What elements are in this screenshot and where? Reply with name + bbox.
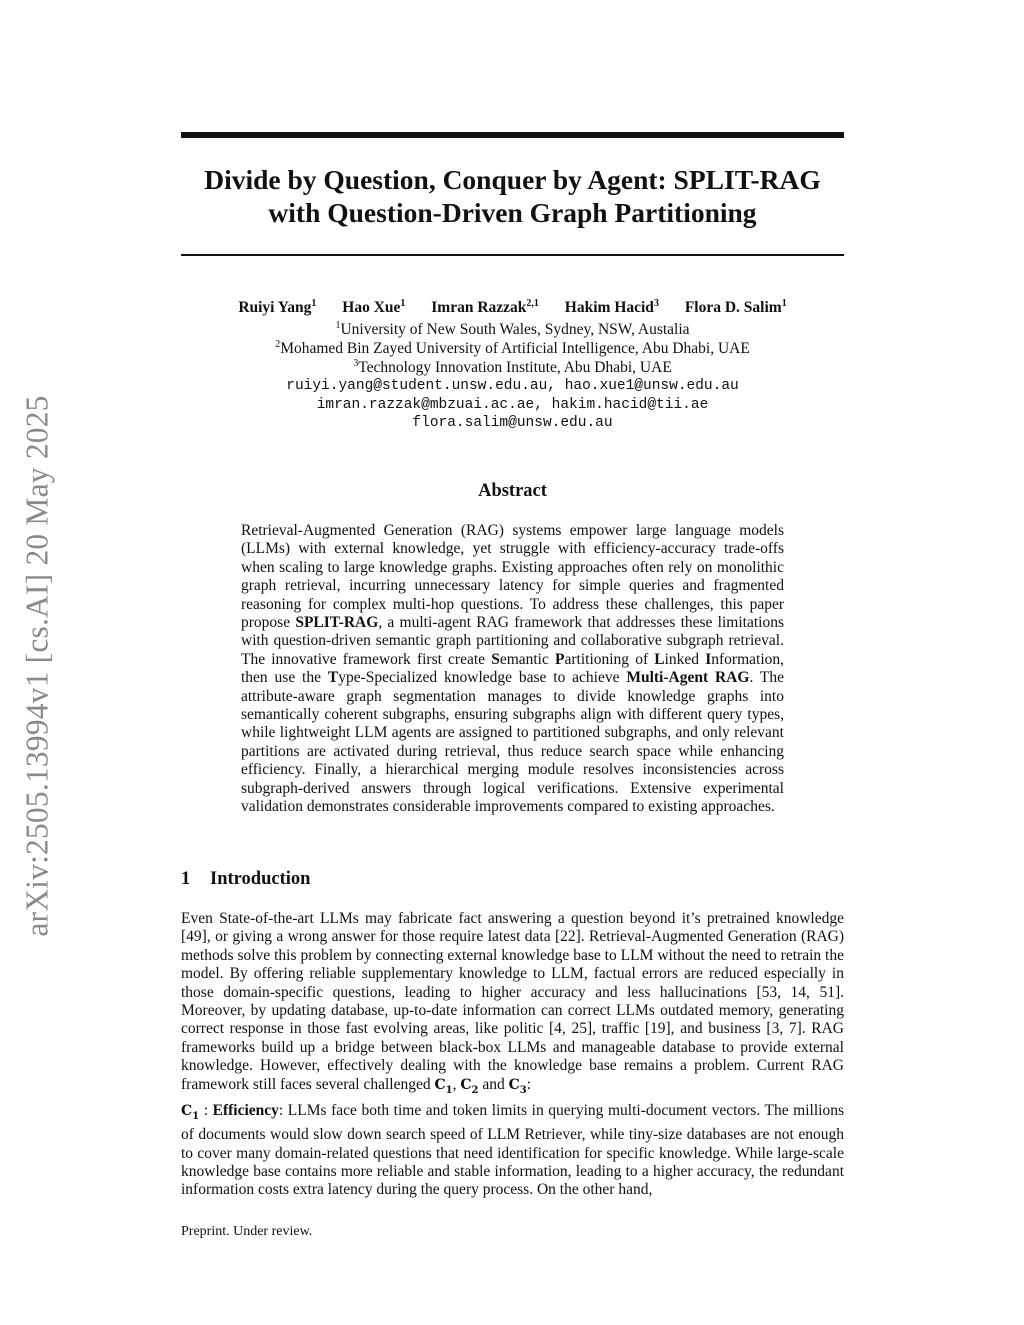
author: Hao Xue$^1$: [342, 297, 406, 316]
challenge-c1-label: $C_1$: [181, 1103, 200, 1122]
title-line-1: Divide by Question, Conquer by Agent: SPLIT-RAG: [204, 164, 821, 195]
footer-note: Preprint. Under review.: [181, 1224, 313, 1239]
email-line: ruiyi.yang@student.unsw.edu.au, hao.xue1@unsw.edu.au: [286, 378, 739, 394]
affiliation: $^1$University of New South Wales, Sydney, NSW, Austalia: [335, 319, 690, 338]
title-top-rule: [181, 132, 844, 138]
title-bottom-rule: [181, 254, 844, 256]
section-heading-introduction: 1 Introduction: [181, 869, 311, 889]
challenge-c3: $C_3$: [508, 1076, 527, 1096]
abstract-heading: Abstract: [478, 481, 547, 501]
arxiv-identifier: arXiv:2505.13994v1 [cs.AI] 20 May 2025: [20, 395, 55, 937]
author: Ruiyi Yang$^1$: [238, 297, 317, 316]
paper-title: [181, 163, 844, 229]
author: Flora D. Salim$^1$: [684, 297, 787, 316]
author-list: [181, 298, 844, 317]
challenge-c2: $C_2$: [460, 1076, 479, 1096]
abstract-text: Retrieval-Augmented Generation (RAG) systems empower large language models (LLMs) with external knowledge, yet struggle with efficiency-accuracy trade-offs when scaling to large knowledge graphs. Existing approaches often rely on monolithic graph retrieval, incurring unnecessary latency for simple queries and fragmented reasoning for complex multi-hop questions. To address these challenges, this paper propose SPLIT-RAG, a multi-agent RAG framework that addresses these limitations with question-driven semantic graph partitioning and collaborative subgraph retrieval. The innovative framework first create Semantic Partitioning of Linked Information, then use the Type-Specialized knowledge base to achieve Multi-Agent RAG. The attribute-aware graph segmentation manages to divide knowledge graphs into semantically coherent subgraphs, ensuring subgraphs align with different query types, while lightweight LLM agents are assigned to partitioned subgraphs, and only relevant partitions are activated during retrieval, thus reduce search space while enhancing efficiency. Finally, a hierarchical merging module resolves inconsistencies across subgraph-derived answers through logical verifications. Extensive experimental validation demonstrates considerable improvements compared to existing approaches.: [241, 522, 784, 816]
affiliation: $^3$Technology Innovation Institute, Abu Dhabi, UAE: [353, 357, 672, 376]
affiliation: $^2$Mohamed Bin Zayed University of Artificial Intelligence, Abu Dhabi, UAE: [275, 338, 750, 357]
challenge-c1: $C_1$: [434, 1076, 453, 1096]
email-line: flora.salim@unsw.edu.au: [412, 415, 613, 431]
arxiv-stamp: [4, 372, 72, 960]
author: Hakim Hacid$^3$: [564, 297, 659, 316]
challenge-efficiency-paragraph: $C_1$ : Efficiency: LLMs face both time and token limits in querying multi-document vectors. The millions of documents would slow down search speed of LLM Retriever, while tiny-size databases are not enough to cover many domain-related questions that need identification for specific knowledge. While large-scale knowledge base contains more reliable and stable information, leading to a higher accuracy, the redundant information costs extra latency during the query process. On the other hand,: [181, 1102, 844, 1199]
author: Imran Razzak$^{2,1}$: [431, 297, 539, 316]
email-line: imran.razzak@mbzuai.ac.ae, hakim.hacid@tii.ae: [316, 396, 709, 413]
affiliations: [181, 320, 844, 433]
intro-paragraph: Even State-of-the-art LLMs may fabricate fact answering a question beyond it’s pretrained knowledge [49], or giving a wrong answer for those require latest data [22]. Retrieval-Augmented Generation (RAG) methods solve this problem by connecting external knowledge base to LLM without the need to retrain the model. By offering reliable supplementary knowledge to LLM, factual errors are reduced especially in those domain-specific questions, leading to higher accuracy and less hallucinations [53, 14, 51]. Moreover, by updating database, up-to-date information can correct LLMs outdated memory, generating correct response in those fast evolving areas, like politic [4, 25], traffic [19], and business [3, 7]. RAG frameworks build up a bridge between black-box LLMs and manageable database to provide external knowledge. However, effectively dealing with the knowledge base remains a problem. Current RAG framework still faces several challenged $C_1$, $C_2$ and $C_3$:: [181, 910, 844, 1096]
title-line-2: with Question-Driven Graph Partitioning: [268, 197, 757, 228]
